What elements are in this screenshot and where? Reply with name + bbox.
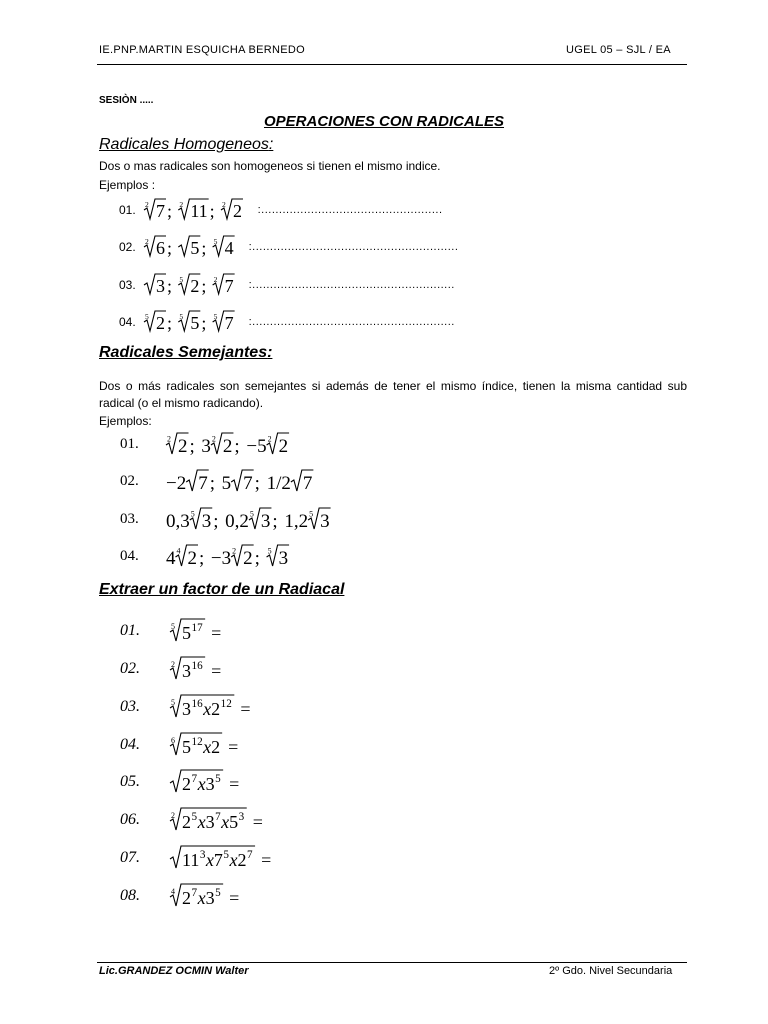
radicand-exponent: 5 xyxy=(215,773,222,785)
times-sign: x xyxy=(206,850,215,870)
radical-expression xyxy=(162,467,324,496)
radicand: 3 xyxy=(156,276,166,296)
separator: ; xyxy=(201,276,207,296)
exercise-number: 08. xyxy=(120,887,140,904)
radicand-exponent: 12 xyxy=(191,736,204,748)
semejantes-example-4 xyxy=(120,542,299,570)
separator: ; xyxy=(167,276,173,296)
homogeneos-definition: Dos o mas radicales son homogeneos si tienen el mismo indice. xyxy=(99,159,441,173)
extraer-exercise-5 xyxy=(120,767,244,795)
exercise-number: 03. xyxy=(120,698,140,715)
radicand-base: 2 xyxy=(211,737,221,757)
times-sign: x xyxy=(198,812,207,832)
coefficient: 1,2 xyxy=(284,511,309,532)
radicand: 7 xyxy=(303,473,313,494)
times-sign: x xyxy=(203,699,212,719)
radical-index: 5 xyxy=(145,312,149,322)
radical-expression xyxy=(166,616,226,646)
radicand: 6 xyxy=(156,238,166,258)
equals-sign: = xyxy=(211,661,222,681)
radical-index: 2 xyxy=(179,200,184,210)
coefficient: 4 xyxy=(166,548,176,569)
radicand: 3 xyxy=(261,511,271,532)
extraer-exercise-7 xyxy=(120,843,276,871)
radical-expression xyxy=(166,730,243,760)
radicand-base: 5 xyxy=(229,812,239,832)
exercise-number: 01. xyxy=(120,622,140,639)
radical-expression xyxy=(162,505,341,534)
example-number: 01. xyxy=(120,436,139,452)
answer-blank: :......................................................... xyxy=(248,316,455,328)
radicand-exponent: 3 xyxy=(200,849,206,861)
exercise-number: 05. xyxy=(120,773,140,790)
radicand-exponent: 7 xyxy=(191,887,198,899)
example-number: 04. xyxy=(119,315,136,329)
section-heading-semejantes: Radicales Semejantes: xyxy=(99,344,273,361)
radicand-base: 3 xyxy=(206,774,216,794)
radicand-exponent: 16 xyxy=(191,660,204,672)
equals-sign: = xyxy=(229,774,240,794)
page-title: OPERACIONES CON RADICALES xyxy=(263,113,505,130)
radicand: 3 xyxy=(279,548,289,569)
radicand: 4 xyxy=(224,238,234,258)
radical-index: 2 xyxy=(145,200,149,210)
radicand-base: 2 xyxy=(182,812,192,832)
radical-expression xyxy=(140,308,244,336)
radicand-base: 3 xyxy=(182,699,192,719)
radicand-exponent: 17 xyxy=(191,622,204,634)
answer-blank: :................................................... xyxy=(257,204,443,216)
radicand: 7 xyxy=(156,201,166,221)
times-sign: x xyxy=(229,850,238,870)
section-heading-extraer: Extraer un factor de un Radiacal xyxy=(99,581,345,598)
coefficient: 5 xyxy=(222,473,232,494)
semejantes-example-2 xyxy=(120,467,324,495)
radical-index: 5 xyxy=(179,275,184,285)
radicand-base: 2 xyxy=(182,774,192,794)
example-number: 03. xyxy=(119,278,136,292)
session-label: SESIÒN ..... xyxy=(99,95,154,106)
example-number: 04. xyxy=(120,548,139,564)
radical-expression xyxy=(166,654,226,684)
answer-blank: :.......................................................... xyxy=(248,241,459,253)
radicand-base: 3 xyxy=(182,661,192,681)
equals-sign: = xyxy=(240,699,251,719)
separator: ; xyxy=(234,436,241,457)
radicand: 7 xyxy=(224,276,234,296)
radicand: 7 xyxy=(224,313,234,333)
semejantes-examples-label: Ejemplos: xyxy=(99,414,152,428)
radical-expression xyxy=(166,881,244,911)
radical-expression xyxy=(166,805,267,835)
radicand-base: 5 xyxy=(182,737,192,757)
radicand-base: 5 xyxy=(182,623,192,643)
radical-index: 2 xyxy=(212,434,217,444)
radicand-base: 11 xyxy=(182,850,200,870)
separator: ; xyxy=(272,511,279,532)
extraer-exercise-4 xyxy=(120,730,243,758)
homogeneos-example-3 xyxy=(119,271,455,297)
radicand-base: 7 xyxy=(214,850,224,870)
coefficient: 0,3 xyxy=(166,511,191,532)
extraer-exercise-3 xyxy=(120,692,255,720)
homogeneos-examples-label: Ejemplos : xyxy=(99,178,156,192)
school-name: IE.PNP.MARTIN ESQUICHA BERNEDO xyxy=(99,44,306,56)
radicand: 11 xyxy=(190,201,208,221)
radicand-exponent: 5 xyxy=(215,887,222,899)
times-sign: x xyxy=(221,812,230,832)
coefficient: 1/2 xyxy=(267,473,292,494)
times-sign: x xyxy=(198,774,207,794)
radicand-exponent: 16 xyxy=(191,698,204,710)
radicand: 2 xyxy=(187,548,198,569)
equals-sign: = xyxy=(228,737,239,757)
radical-expression xyxy=(140,196,253,224)
separator: ; xyxy=(255,473,261,494)
header-rule xyxy=(97,64,687,65)
example-number: 03. xyxy=(120,511,139,527)
radicand: 2 xyxy=(243,548,254,569)
separator: ; xyxy=(167,313,173,333)
separator: ; xyxy=(199,548,205,569)
exercise-number: 07. xyxy=(120,849,140,866)
semejantes-definition: Dos o más radicales son semejantes si además de tener el mismo índice, tienen la misma cantidad sub radical (o el mismo radicando). xyxy=(99,379,687,410)
radical-expression xyxy=(166,692,255,722)
author-name: Lic.GRANDEZ OCMIN Walter xyxy=(99,965,249,977)
radical-index: 2 xyxy=(145,237,149,247)
grade-level: 2º Gdo. Nivel Secundaria xyxy=(549,965,673,977)
separator: ; xyxy=(167,201,173,221)
radical-index: 2 xyxy=(222,200,226,210)
radical-index: 2 xyxy=(268,434,273,444)
radical-index: 4 xyxy=(176,546,181,556)
radical-index: 2 xyxy=(171,811,176,820)
radical-index: 5 xyxy=(250,509,255,519)
separator: ; xyxy=(210,473,216,494)
radical-index: 2 xyxy=(171,660,176,669)
radical-index: 5 xyxy=(179,312,184,322)
radicand: 7 xyxy=(198,473,209,494)
radicand: 2 xyxy=(156,313,166,333)
radicand-base: 2 xyxy=(237,850,247,870)
separator: ; xyxy=(213,511,219,532)
equals-sign: = xyxy=(229,888,240,908)
radical-index: 5 xyxy=(213,237,218,247)
radicand: 7 xyxy=(243,473,254,494)
homogeneos-example-1 xyxy=(119,196,443,222)
radicand-base: 2 xyxy=(182,888,192,908)
radicand: 5 xyxy=(190,313,200,333)
extraer-exercise-2 xyxy=(120,654,226,682)
radical-expression xyxy=(162,430,299,459)
radicand-base: 3 xyxy=(206,888,216,908)
radicand-exponent: 3 xyxy=(239,811,245,823)
coefficient: −5 xyxy=(246,436,268,457)
radicand-exponent: 7 xyxy=(247,849,254,861)
radicand: 2 xyxy=(178,436,188,457)
radical-expression xyxy=(166,767,244,797)
radical-index: 6 xyxy=(171,736,176,745)
times-sign: x xyxy=(203,737,212,757)
extraer-exercise-6 xyxy=(120,805,267,833)
radical-expression xyxy=(162,542,299,571)
radicand: 5 xyxy=(190,238,200,258)
equals-sign: = xyxy=(253,812,264,832)
separator: ; xyxy=(167,238,173,258)
radicand-exponent: 7 xyxy=(215,811,222,823)
exercise-number: 06. xyxy=(120,811,140,828)
section-heading-homogeneos: Radicales Homogeneos: xyxy=(99,136,274,153)
radicand: 3 xyxy=(202,511,212,532)
radical-index: 5 xyxy=(309,509,314,519)
example-number: 02. xyxy=(120,473,139,489)
semejantes-example-1 xyxy=(120,430,299,458)
radicand: 3 xyxy=(320,511,331,532)
radicand: 2 xyxy=(279,436,289,457)
extraer-exercise-8 xyxy=(120,881,244,909)
exercise-number: 02. xyxy=(120,660,140,677)
radical-index: 2 xyxy=(167,434,172,444)
semejantes-example-3 xyxy=(120,505,341,533)
radicand: 2 xyxy=(233,201,243,221)
coefficient: 3 xyxy=(201,436,212,457)
separator: ; xyxy=(209,201,215,221)
separator: ; xyxy=(255,548,261,569)
separator: ; xyxy=(201,238,207,258)
example-number: 01. xyxy=(119,203,136,217)
ugel-label: UGEL 05 – SJL / EA xyxy=(566,44,671,56)
homogeneos-example-4 xyxy=(119,308,455,334)
radical-index: 5 xyxy=(171,698,176,707)
homogeneos-example-2 xyxy=(119,233,458,259)
radical-index: 5 xyxy=(191,509,196,519)
radicand-base: 2 xyxy=(211,699,221,719)
radicand-base: 3 xyxy=(206,812,216,832)
radicand: 2 xyxy=(223,436,233,457)
radical-index: 5 xyxy=(213,312,218,322)
equals-sign: = xyxy=(211,623,222,643)
radical-index: 5 xyxy=(268,546,273,556)
extraer-exercise-1 xyxy=(120,616,226,644)
footer-rule xyxy=(97,962,687,963)
radical-expression xyxy=(140,233,244,261)
example-number: 02. xyxy=(119,240,136,254)
radical-expression xyxy=(166,843,276,873)
answer-blank: :......................................................... xyxy=(248,279,455,291)
radicand-exponent: 7 xyxy=(191,773,198,785)
coefficient: 0,2 xyxy=(225,511,250,532)
separator: ; xyxy=(189,436,196,457)
radicand-exponent: 5 xyxy=(223,849,230,861)
radicand-exponent: 5 xyxy=(191,811,198,823)
coefficient: −2 xyxy=(166,473,187,494)
coefficient: −3 xyxy=(211,548,232,569)
separator: ; xyxy=(201,313,207,333)
radicand-exponent: 12 xyxy=(221,698,233,710)
exercise-number: 04. xyxy=(120,736,140,753)
radical-index: 5 xyxy=(171,622,176,631)
radical-index: 2 xyxy=(232,546,237,556)
radical-index: 2 xyxy=(213,275,218,285)
equals-sign: = xyxy=(261,850,272,870)
radicand: 2 xyxy=(190,276,200,296)
times-sign: x xyxy=(198,888,207,908)
radical-index: 4 xyxy=(171,887,176,896)
radical-expression xyxy=(140,271,244,299)
